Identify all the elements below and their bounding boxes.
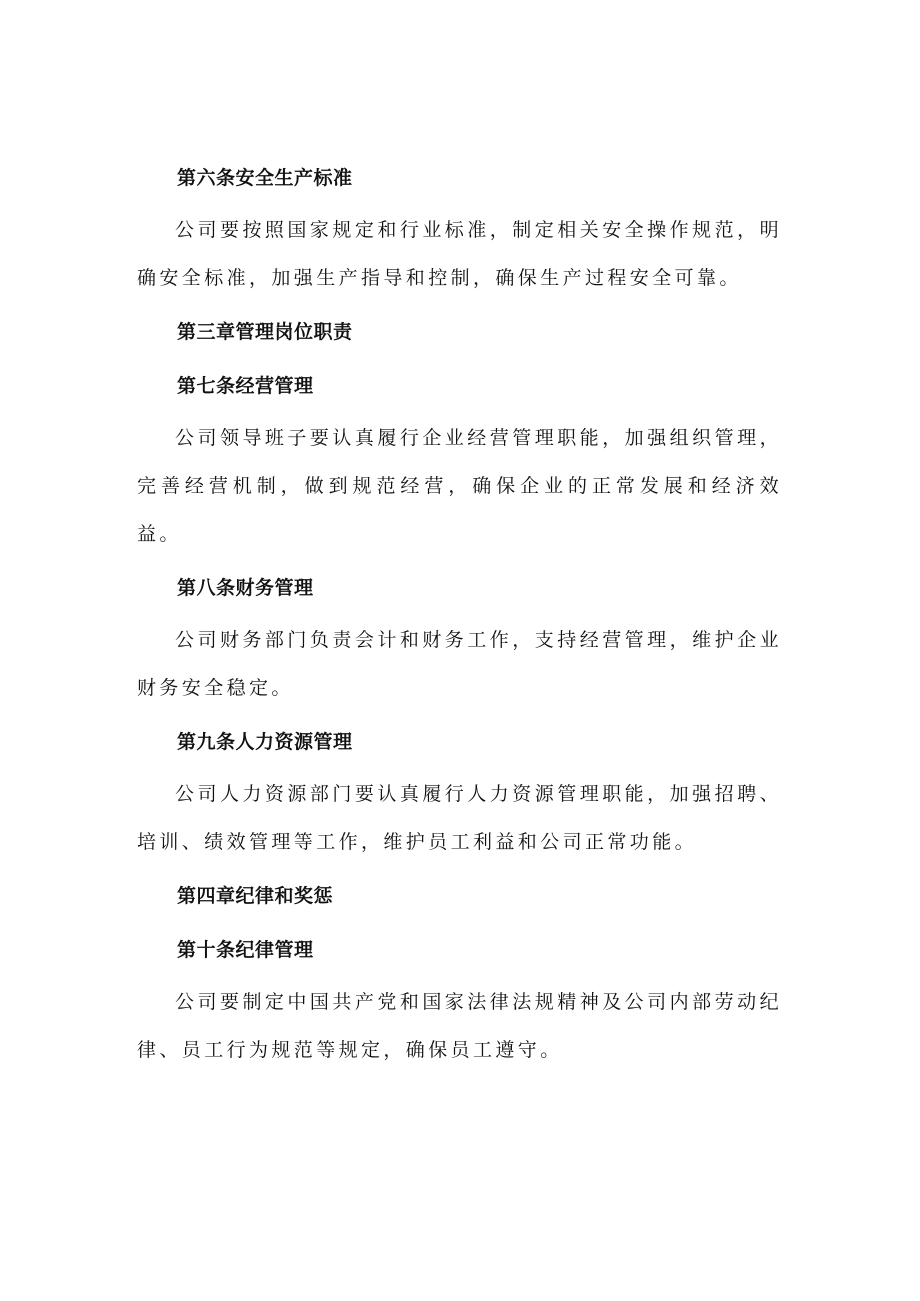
chapter-4-heading: 第四章纪律和奖惩: [177, 885, 334, 907]
article-8-heading: 第八条财务管理: [177, 577, 314, 599]
article-8-body: 公司财务部门负责会计和财务工作，支持经营管理，维护企业财务安全稳定。: [137, 629, 782, 699]
article-6-heading: 第六条安全生产标准: [177, 167, 353, 189]
chapter-3-heading: 第三章管理岗位职责: [177, 321, 353, 343]
article-10-body: 公司要制定中国共产党和国家法律法规精神及公司内部劳动纪律、员工行为规范等规定，确保员工遵守。: [137, 991, 782, 1061]
article-9-heading: 第九条人力资源管理: [177, 731, 353, 753]
article-9-body: 公司人力资源部门要认真履行人力资源管理职能，加强招聘、培训、绩效管理等工作，维护员工利益和公司正常功能。: [137, 783, 782, 853]
article-10-heading: 第十条纪律管理: [177, 939, 314, 961]
article-7-body: 公司领导班子要认真履行企业经营管理职能，加强组织管理，完善经营机制，做到规范经营，确保企业的正常发展和经济效益。: [137, 427, 782, 545]
article-6-body: 公司要按照国家规定和行业标准，制定相关安全操作规范，明确安全标准，加强生产指导和控制，确保生产过程安全可靠。: [137, 219, 782, 289]
article-7-heading: 第七条经营管理: [177, 375, 314, 397]
document-body: [137, 158, 782, 1074]
